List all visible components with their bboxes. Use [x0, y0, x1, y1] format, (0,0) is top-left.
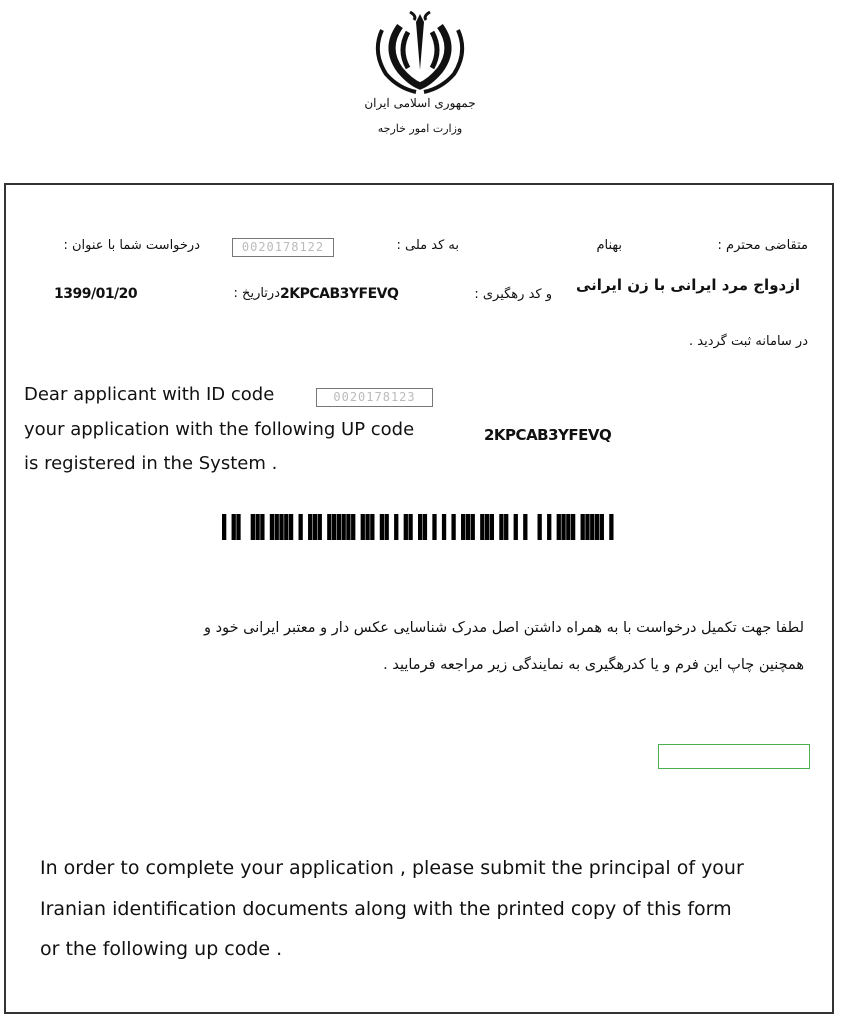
barcode-bar	[418, 514, 422, 540]
barcode-bar	[284, 514, 288, 540]
barcode-bar	[260, 514, 264, 540]
barcode-bar	[342, 514, 346, 540]
barcode-bar	[571, 514, 575, 540]
applicant-name: بهنام	[596, 238, 622, 253]
national-code-masked: 0020178122	[232, 238, 334, 257]
barcode-bar	[466, 514, 470, 540]
barcode-bar	[404, 514, 408, 540]
barcode-bar	[275, 514, 279, 540]
applicant-label: متقاضی محترم :	[717, 238, 808, 253]
barcode-bar	[585, 514, 589, 540]
barcode-bar	[298, 514, 302, 540]
barcode-bar	[308, 514, 312, 540]
barcode-bar	[361, 514, 365, 540]
barcode-bar	[480, 514, 484, 540]
tracking-label: و کد رهگیری :	[474, 287, 552, 302]
barcode-bar	[442, 514, 446, 540]
request-as-label: درخواست شما با عنوان :	[63, 238, 200, 253]
instructions-fa-line2: همچنین چاپ این فرم و یا کدرهگیری به نمایندگی زیر مراجعه فرمایید .	[383, 657, 804, 673]
barcode-bar	[332, 514, 336, 540]
up-code: 2KPCAB3YFEVQ	[484, 426, 612, 444]
barcode-bar	[270, 514, 274, 540]
barcode-bar	[600, 514, 604, 540]
barcode-bar	[423, 514, 427, 540]
instructions-fa-line1: لطفا جهت تکمیل درخواست با به همراه داشتن اصل مدرک شناسایی عکس دار و معتبر ایرانی خود و	[204, 620, 804, 636]
barcode-bar	[327, 514, 331, 540]
barcode-bar	[370, 514, 374, 540]
english-notice-line3: is registered in the System .	[24, 453, 278, 474]
barcode-bar	[547, 514, 551, 540]
date-label: درتاریخ :	[233, 286, 280, 301]
barcode-bar	[590, 514, 594, 540]
barcode-bar	[499, 514, 503, 540]
english-notice-line2: your application with the following UP code	[24, 419, 415, 440]
barcode-bar	[251, 514, 255, 540]
barcode-bar	[471, 514, 475, 540]
barcode-bar	[504, 514, 508, 540]
barcode-bar	[313, 514, 317, 540]
barcode-bar	[222, 514, 226, 540]
barcode-bar	[255, 514, 259, 540]
barcode-bar	[523, 514, 527, 540]
instructions-en-line2: Iranian identification documents along with the printed copy of this form	[40, 898, 732, 920]
barcode-bar	[346, 514, 350, 540]
barcode-bar	[318, 514, 322, 540]
barcode-bar	[351, 514, 355, 540]
instructions-en-line1: In order to complete your application , please submit the principal of your	[40, 857, 744, 879]
barcode-bar	[380, 514, 384, 540]
barcode-bar	[365, 514, 369, 540]
barcode-bar	[490, 514, 494, 540]
barcode-bar	[566, 514, 570, 540]
barcode-bar	[461, 514, 465, 540]
instructions-en-line3: or the following up code .	[40, 938, 283, 960]
barcode-bar	[595, 514, 599, 540]
header-line-republic: جمهوری اسلامی ایران	[364, 96, 476, 110]
barcode-bar	[581, 514, 585, 540]
barcode-bar	[432, 514, 436, 540]
ministry-header	[360, 8, 480, 143]
barcode-bar	[514, 514, 518, 540]
barcode-bar	[538, 514, 542, 540]
representative-box	[658, 744, 810, 769]
barcode-bar	[337, 514, 341, 540]
barcode-bar	[561, 514, 565, 540]
request-title: ازدواج مرد ایرانی با زن ایرانی	[576, 276, 800, 294]
english-notice-line1: Dear applicant with ID code	[24, 384, 275, 405]
barcode-bar	[394, 514, 398, 540]
barcode-bar	[289, 514, 293, 540]
barcode-bar	[279, 514, 283, 540]
barcode-bar	[385, 514, 389, 540]
barcode-bar	[609, 514, 613, 540]
id-code-masked: 0020178123	[316, 388, 433, 407]
national-code-label: به کد ملی :	[396, 238, 459, 253]
barcode-bar	[232, 514, 236, 540]
barcode-bar	[557, 514, 561, 540]
barcode	[222, 514, 614, 540]
barcode-bar	[485, 514, 489, 540]
barcode-bar	[408, 514, 412, 540]
registered-text: در سامانه ثبت گردید .	[689, 334, 808, 349]
barcode-bar	[236, 514, 240, 540]
iran-emblem-icon	[370, 8, 470, 98]
header-line-ministry: وزارت امور خارجه	[377, 122, 463, 135]
tracking-code: 2KPCAB3YFEVQ	[280, 286, 399, 302]
date-value: 1399/01/20	[54, 286, 138, 302]
barcode-bar	[451, 514, 455, 540]
